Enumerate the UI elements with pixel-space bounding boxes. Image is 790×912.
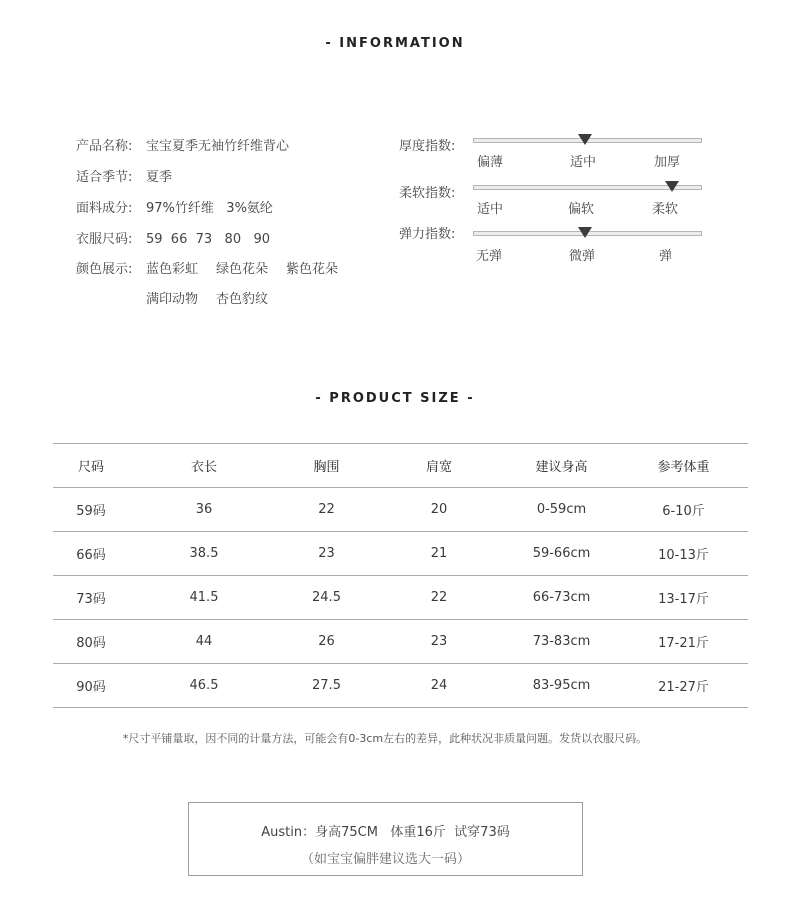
table-cell: 36 xyxy=(129,488,279,532)
product-size-title: - PRODUCT SIZE - xyxy=(315,391,475,406)
measurement-note: *尺寸平铺量取，因不同的计量方法，可能会有0-3cm左右的差异，此种状况非质量问题。发货以衣服尺码。 xyxy=(122,732,648,745)
table-cell: 23 xyxy=(374,620,504,664)
table-row xyxy=(53,488,748,532)
table-cell: 20 xyxy=(374,488,504,532)
index-marker-icon xyxy=(578,227,592,238)
table-cell: 22 xyxy=(374,576,504,620)
index-track xyxy=(473,231,702,236)
information-title: - INFORMATION xyxy=(325,36,465,51)
table-cell: 24.5 xyxy=(279,576,374,620)
table-cell: 24 xyxy=(374,664,504,708)
index-option: 柔软 xyxy=(652,202,679,217)
table-cell: 23 xyxy=(279,532,374,576)
table-cell: 27.5 xyxy=(279,664,374,708)
table-cell: 80码 xyxy=(53,620,129,664)
info-row-product-name xyxy=(76,135,289,154)
index-label: 柔软指数: xyxy=(399,186,456,201)
table-cell: 22 xyxy=(279,488,374,532)
info-label: 衣服尺码: xyxy=(76,232,133,247)
table-cell: 90码 xyxy=(53,664,129,708)
index-track xyxy=(473,185,702,190)
info-label: 面料成分: xyxy=(76,201,133,216)
table-cell: 59码 xyxy=(53,488,129,532)
table-cell: 44 xyxy=(129,620,279,664)
table-cell: 73-83cm xyxy=(504,620,619,664)
info-value: 宝宝夏季无袖竹纤维背心 xyxy=(146,139,290,154)
model-info-line: Austin：身高75CM 体重16斤 试穿73码 xyxy=(261,825,510,840)
index-track xyxy=(473,138,702,143)
index-option: 无弹 xyxy=(476,249,503,264)
table-cell: 38.5 xyxy=(129,532,279,576)
color-option: 绿色花朵 xyxy=(216,262,269,277)
info-value: 59 66 73 80 90 xyxy=(146,232,271,247)
color-option: 满印动物 xyxy=(146,292,199,307)
index-option: 适中 xyxy=(570,155,597,170)
table-header-cell: 尺码 xyxy=(53,444,129,488)
table-row xyxy=(53,576,748,620)
info-row-fabric xyxy=(76,197,273,216)
table-header-cell: 衣长 xyxy=(129,444,279,488)
table-header-row xyxy=(53,444,748,488)
table-cell: 0-59cm xyxy=(504,488,619,532)
table-cell: 66码 xyxy=(53,532,129,576)
info-row-colors-2 xyxy=(76,288,268,307)
table-header-cell: 建议身高 xyxy=(504,444,619,488)
model-info-tip: （如宝宝偏胖建议选大一码） xyxy=(300,852,470,867)
index-marker-icon xyxy=(665,181,679,192)
index-marker-icon xyxy=(578,134,592,145)
info-label: 产品名称: xyxy=(76,139,133,154)
info-row-season xyxy=(76,166,172,185)
table-header-cell: 胸围 xyxy=(279,444,374,488)
table-cell: 21-27斤 xyxy=(619,664,748,708)
color-option: 紫色花朵 xyxy=(286,262,339,277)
table-cell: 10-13斤 xyxy=(619,532,748,576)
info-value: 夏季 xyxy=(146,170,173,185)
table-cell: 66-73cm xyxy=(504,576,619,620)
index-label: 弹力指数: xyxy=(399,227,456,242)
index-option: 适中 xyxy=(477,202,504,217)
info-label: 适合季节: xyxy=(76,170,133,185)
info-label: 颜色展示: xyxy=(76,262,133,277)
info-value: 97%竹纤维 3%氨纶 xyxy=(146,201,273,216)
table-cell: 46.5 xyxy=(129,664,279,708)
table-header-cell: 肩宽 xyxy=(374,444,504,488)
color-option: 杏色豹纹 xyxy=(216,292,269,307)
info-row-sizes xyxy=(76,228,270,247)
table-cell: 6-10斤 xyxy=(619,488,748,532)
model-info-box xyxy=(188,802,583,876)
table-cell: 83-95cm xyxy=(504,664,619,708)
table-cell: 73码 xyxy=(53,576,129,620)
index-option: 微弹 xyxy=(569,249,596,264)
info-row-colors xyxy=(76,258,338,277)
table-row xyxy=(53,532,748,576)
table-cell: 59-66cm xyxy=(504,532,619,576)
table-cell: 13-17斤 xyxy=(619,576,748,620)
table-header-cell: 参考体重 xyxy=(619,444,748,488)
index-option: 偏软 xyxy=(568,202,595,217)
table-cell: 17-21斤 xyxy=(619,620,748,664)
table-row xyxy=(53,620,748,664)
color-option: 蓝色彩虹 xyxy=(146,262,199,277)
table-row xyxy=(53,664,748,708)
index-option: 偏薄 xyxy=(477,155,504,170)
table-cell: 26 xyxy=(279,620,374,664)
index-option: 弹 xyxy=(659,249,673,264)
size-table xyxy=(53,443,748,708)
table-cell: 21 xyxy=(374,532,504,576)
index-option: 加厚 xyxy=(654,155,681,170)
index-label: 厚度指数: xyxy=(399,139,456,154)
table-cell: 41.5 xyxy=(129,576,279,620)
